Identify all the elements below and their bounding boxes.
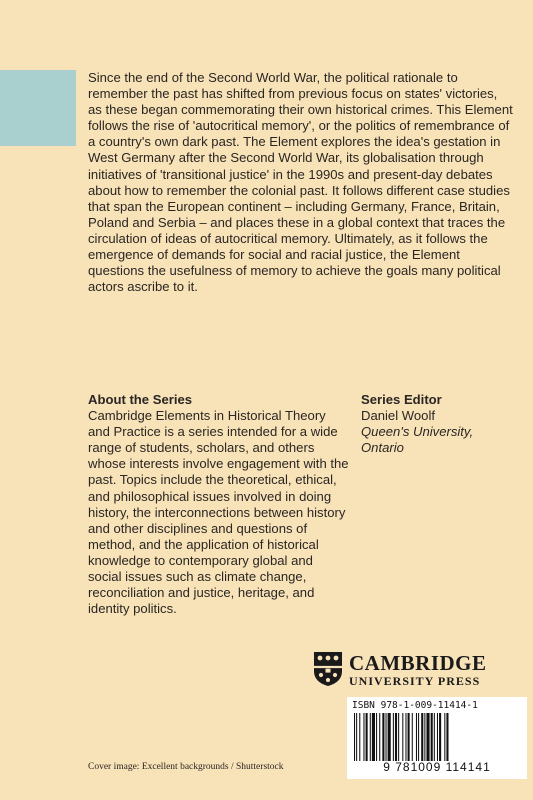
publisher-name: CAMBRIDGE — [349, 651, 487, 675]
barcode-bar — [444, 713, 445, 761]
barcode-bar — [424, 713, 425, 761]
barcode-bar — [382, 713, 384, 761]
barcode-bar — [354, 713, 355, 761]
barcode-bars — [352, 713, 522, 761]
barcode-bar — [395, 713, 397, 761]
barcode-bar — [437, 713, 438, 761]
barcode-bar — [439, 713, 441, 761]
barcode-bar — [388, 713, 391, 761]
isbn-barcode — [347, 697, 527, 779]
accent-bar — [0, 70, 76, 146]
barcode-bar — [393, 713, 394, 761]
editor-affiliation-line1: Queen's University, — [361, 424, 474, 440]
barcode-bar — [370, 713, 371, 761]
about-heading: About the Series — [88, 392, 193, 407]
cover-image-credit: Cover image: Excellent backgrounds / Shutterstock — [88, 762, 284, 772]
barcode-bar — [416, 713, 417, 761]
barcode-bar — [402, 713, 403, 761]
barcode-bar — [379, 713, 380, 761]
barcode-bar — [398, 713, 399, 761]
about-text: Cambridge Elements in Historical Theory and Practice is a series intended for a wide range of students, scholars, and others whose interests involve engagement with the past. Topics include the theoretical, ethical, and philosophical issues involved in doing history, the interconnections between history and other disciplines and questions of method, and the application of historical knowledge to contemporary global and social issues such as climate change, reconciliation and justice, heritage, and identity politics. — [88, 408, 349, 617]
publisher-press: UNIVERSITY PRESS — [349, 674, 481, 688]
about-the-series — [88, 392, 350, 617]
cambridge-shield-icon — [313, 651, 343, 687]
barcode-bar — [363, 713, 364, 761]
barcode-bar — [356, 713, 357, 761]
barcode-digits: 9 781009 114141 — [383, 760, 491, 774]
barcode-bar — [386, 713, 387, 761]
barcode-bar — [405, 713, 406, 761]
editor-name: Daniel Woolf — [361, 408, 435, 424]
publisher-logo — [313, 651, 493, 689]
barcode-bar — [359, 713, 360, 761]
barcode-bar — [408, 713, 410, 761]
barcode-bar — [366, 713, 368, 761]
barcode-bar — [376, 713, 377, 761]
editor-affiliation-line2: Ontario — [361, 440, 404, 456]
barcode-bar — [418, 713, 419, 761]
book-blurb: Since the end of the Second World War, the political rationale to remember the past has shifted from previous focus on states' victories, as these began commemorating their own historical crimes. This Element follows the rise of 'autocritical memory', or the politics of remembrance of a country's own dark past. The Element explores the idea's gestation in West Germany after the Second World War, its globalisation through initiatives of 'transitional justice' in the 1990s and present-day debates about how to remember the colonial past. It follows different case studies that span the European continent – including Germany, France, Britain, Poland and Serbia – and places these in a global context that traces the circulation of ideas of autocritical memory. Ultimately, as it follows the emergence of demands for social and racial justice, the Element questions the usefulness of memory to achieve the goals many political actors ascribe to it. — [88, 70, 513, 295]
barcode-bar — [446, 713, 448, 761]
barcode-bar — [426, 713, 429, 761]
barcode-bar — [412, 713, 413, 761]
barcode-bar — [434, 713, 435, 761]
barcode-bar — [421, 713, 423, 761]
barcode-bar — [372, 713, 375, 761]
isbn-text: ISBN 978-1-009-11414-1 — [352, 700, 478, 711]
series-editor — [361, 392, 511, 456]
editor-heading: Series Editor — [361, 392, 442, 407]
barcode-bar — [431, 713, 433, 761]
